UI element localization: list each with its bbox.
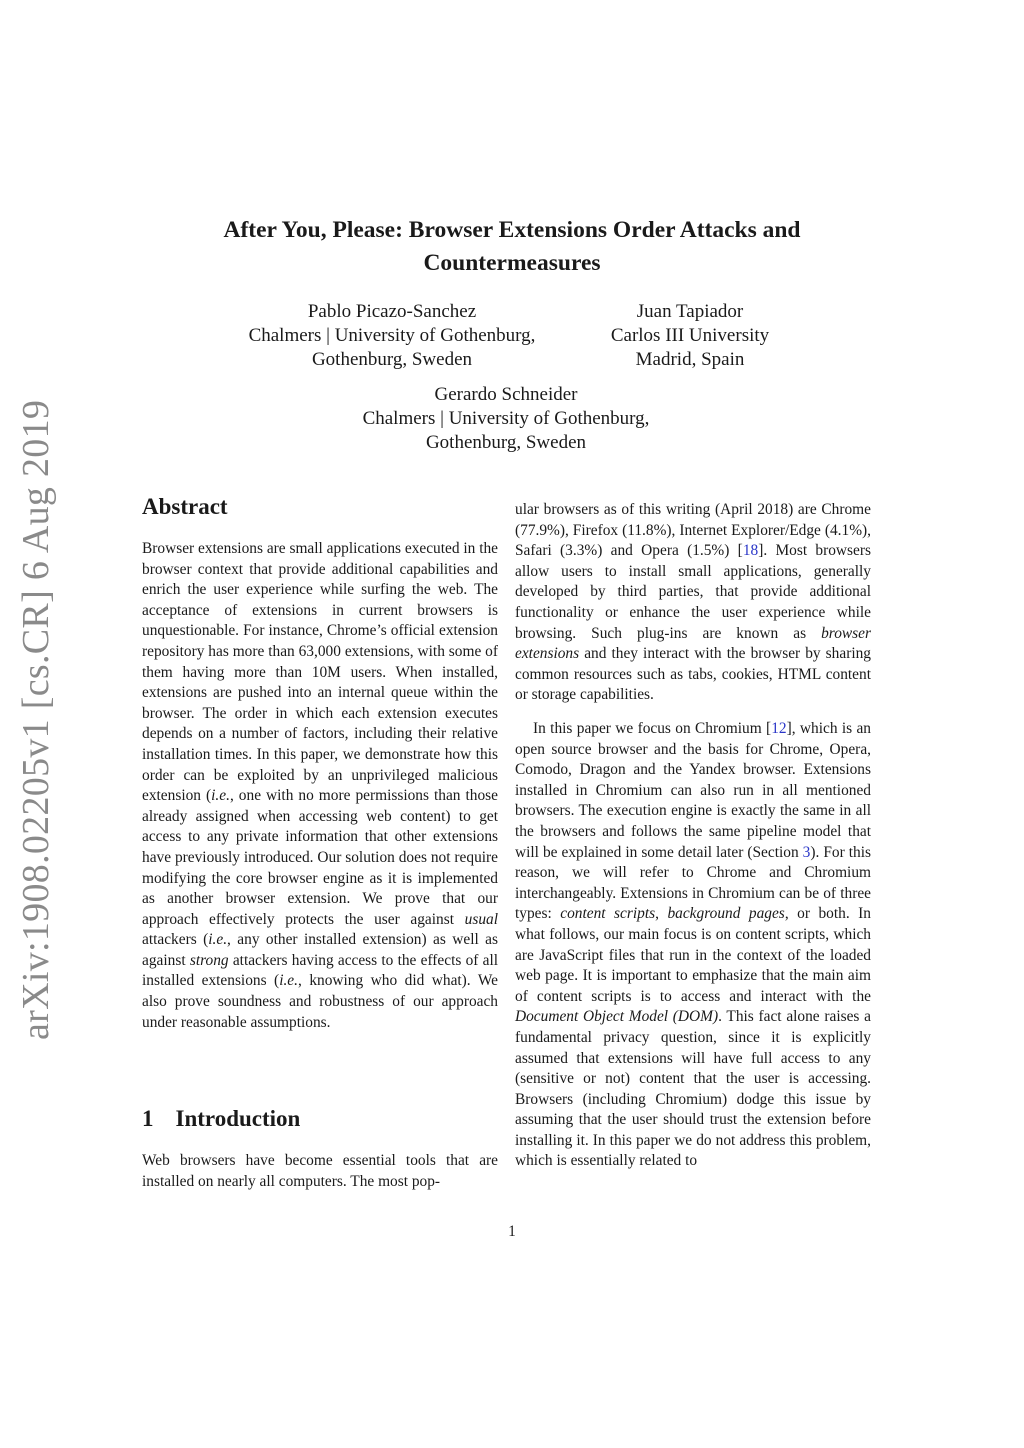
body-text-span: ]. Most browsers allow users to install small applications, generally developed by third parties, that provide additional functionality or enhance the user experience while browsing. Such plug-ins are known as: [515, 542, 871, 642]
body-emphasis: background pages: [667, 905, 785, 923]
abstract-emphasis: i.e.: [208, 931, 228, 949]
author-affiliation: Carlos III University: [610, 325, 770, 346]
section-number: 1: [142, 1106, 154, 1131]
abstract-text-span: , knowing who did what). We also prove soundness and robustness of our approach under reasonable assumptions.: [142, 972, 498, 1031]
body-text-span: ular browsers as of this writing (April 2018) are Chrome (77.9%), Firefox (11.8%), Internet Explorer/Edge (4.1%), Safari (3.3%) and Opera (1.5%) [: [515, 501, 871, 560]
abstract-emphasis: i.e.: [211, 787, 230, 805]
abstract-text-span: Browser extensions are small applications executed in the browser context that provide additional capabilities and enrich the user experience while surfing the web. The acceptance of extensions in current browsers is unquestionable. For instance, Chrome’s official extension repository has more than 63,000 extensions, with some of them having more than 10M users. When installed, extensions are pushed into an internal queue within the browser. The order in which each extension executes depends on a number of factors, including their relative installation times. In this paper, we demonstrate how this order can be exploited by an unprivileged malicious extension (: [142, 540, 499, 805]
body-text-span: In this paper we focus on Chromium [: [533, 720, 772, 737]
body-text-span: ], which is an open source browser and the basis for Chrome, Opera, Comodo, Dragon and the Yandex browser. Extensions installed in Chromium can also run in all mentioned browsers. The execution engine is exactly the same in all the browsers and follows the same pipeline model that will be explained in some detail later (Section: [515, 720, 872, 861]
section-link[interactable]: 3: [802, 843, 811, 861]
author-block-1: [232, 300, 552, 372]
author-location: Gothenburg, Sweden: [311, 349, 473, 370]
author-affiliation: Chalmers | University of Gothenburg,: [362, 408, 650, 429]
title-line-1: After You, Please: Browser Extensions Order Attacks and: [223, 217, 801, 243]
abstract-text-span: , one with no more permissions than those already assigned when accessing web content) to get access to any private information that other extensions have previously introduced. Our solution does not require modifying the core browser engine as it is implemented as another browser extension. We prove that our approach effectively protects the user against: [142, 787, 498, 928]
title-line-2: Countermeasures: [423, 250, 601, 276]
abstract-text-span: attackers (: [142, 931, 209, 949]
section-heading-introduction: [142, 1104, 300, 1134]
author-name: Pablo Picazo-Sanchez: [307, 301, 477, 322]
abstract-body: [142, 539, 498, 1033]
abstract-text-span: attackers having access to the effects of all installed extensions (: [142, 951, 498, 990]
body-text-span: , or both. In what follows, our main focus is on content scripts, which are JavaScript files that run in the context of the loaded web page. It is important to emphasize that the main aim of content scripts is to access and interact with the: [515, 905, 871, 1005]
citation-link[interactable]: 18: [742, 542, 759, 560]
body-text-span: ,: [655, 905, 668, 923]
body-emphasis: content scripts: [560, 905, 656, 923]
body-emphasis: Document Object Model (DOM): [515, 1008, 719, 1026]
citation-link[interactable]: 12: [771, 720, 787, 737]
author-block-2: [590, 300, 790, 372]
author-name: Gerardo Schneider: [434, 384, 578, 405]
author-affiliation: Chalmers | University of Gothenburg,: [248, 325, 536, 346]
abstract-text-span: , any other installed extension) as well as against: [142, 931, 498, 969]
author-block-3: [340, 383, 672, 455]
author-name: Juan Tapiador: [636, 301, 744, 322]
body-text-span: and they interact with the browser by sharing common resources such as tabs, cookies, HTML content or storage capabilities.: [515, 645, 871, 704]
right-column-paragraph-1: [515, 500, 871, 706]
arxiv-stamp[interactable]: arXiv:1908.02205v1 [cs.CR] 6 Aug 2019: [15, 399, 57, 1040]
abstract-heading: Abstract: [142, 494, 228, 519]
paper-title: [150, 214, 874, 280]
intro-paragraph-1: Web browsers have become essential tools that are installed on nearly all computers. The most pop-: [142, 1152, 498, 1190]
body-emphasis: browser extensions: [515, 624, 871, 663]
author-location: Gothenburg, Sweden: [425, 432, 587, 453]
author-location: Madrid, Spain: [635, 349, 745, 370]
body-text-span: ). For this reason, we will refer to Chrome and Chromium interchangeably. Extensions in Chromium can be of three types:: [515, 843, 871, 923]
section-title: Introduction: [175, 1106, 301, 1131]
abstract-emphasis: i.e.: [279, 972, 298, 990]
page-number: 1: [508, 1223, 516, 1240]
right-column-paragraph-2: [515, 719, 871, 1172]
abstract-emphasis: usual: [464, 910, 498, 928]
body-text-span: . This fact alone raises a fundamental privacy question, since it is explicitly assumed that extensions will have full access to any (sensitive or not) content that the user is accessing. Browsers (including Chromium) dodge this issue by assuming that the user should trust the extension before installing it. In this paper we do not address this problem, which is essentially related to: [515, 1008, 871, 1170]
abstract-emphasis: strong: [189, 951, 229, 969]
